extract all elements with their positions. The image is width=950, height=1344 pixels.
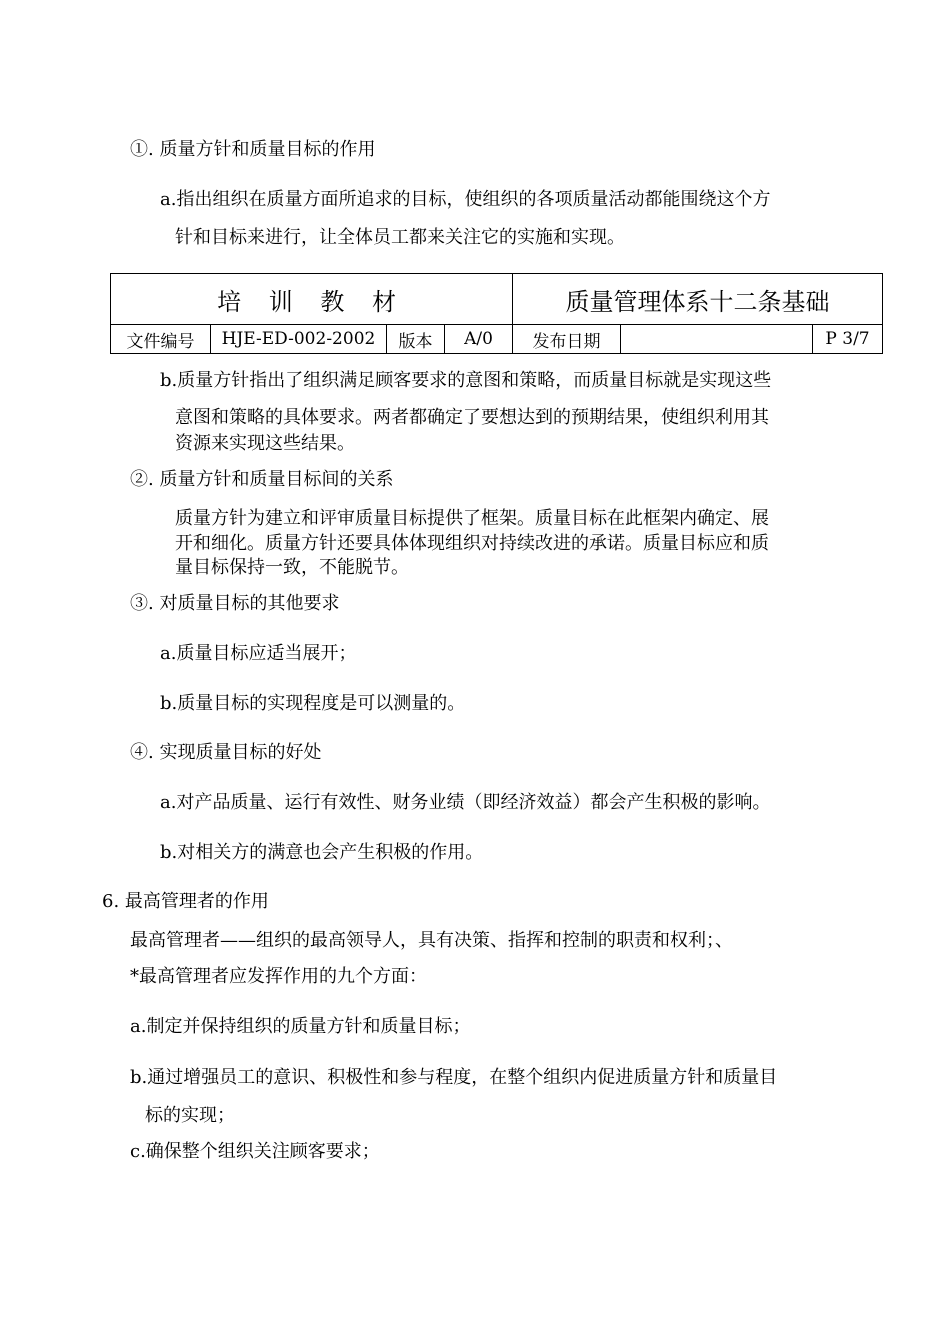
header-right-title: 质量管理体系十二条基础 (513, 274, 883, 325)
list-item: a.质量目标应适当展开； (160, 643, 357, 664)
paragraph-line: 针和目标来进行，让全体员工都来关注它的实施和实现。 (175, 227, 625, 248)
paragraph-line: *最高管理者应发挥作用的九个方面： (130, 966, 427, 987)
version-label: 版本 (387, 325, 445, 354)
paragraph-line: 开和细化。质量方针还要具体体现组织对持续改进的承诺。质量目标应和质 (175, 533, 769, 554)
list-item: a.对产品质量、运行有效性、财务业绩（即经济效益）都会产生积极的影响。 (160, 792, 771, 813)
document-header-table (110, 273, 883, 354)
version-value: A/0 (445, 325, 513, 354)
release-date-value (621, 325, 813, 354)
page-number: P 3/7 (813, 325, 883, 354)
paragraph-line: 最高管理者——组织的最高领导人，具有决策、指挥和控制的职责和权利；、 (130, 930, 733, 951)
section-heading-1: ①. 质量方针和质量目标的作用 (130, 139, 376, 160)
paragraph-line: b.质量方针指出了组织满足顾客要求的意图和策略，而质量目标就是实现这些 (160, 370, 772, 391)
section-heading-3: ③. 对质量目标的其他要求 (130, 593, 340, 614)
list-item: c.确保整个组织关注顾客要求； (130, 1141, 380, 1162)
section-heading-2: ②. 质量方针和质量目标间的关系 (130, 469, 394, 490)
section-heading-6: 6. 最高管理者的作用 (102, 891, 269, 912)
list-item: a.制定并保持组织的质量方针和质量目标； (130, 1016, 471, 1037)
list-item: b.质量目标的实现程度是可以测量的。 (160, 693, 466, 714)
list-item: b.对相关方的满意也会产生积极的作用。 (160, 842, 484, 863)
list-item: b.通过增强员工的意识、积极性和参与程度，在整个组织内促进质量方针和质量目 (130, 1067, 778, 1088)
list-item-continuation: 标的实现； (145, 1105, 235, 1126)
paragraph-line: a.指出组织在质量方面所追求的目标，使组织的各项质量活动都能围绕这个方 (160, 189, 771, 210)
paragraph-line: 资源来实现这些结果。 (175, 433, 355, 454)
release-date-label: 发布日期 (513, 325, 621, 354)
doc-number-label: 文件编号 (111, 325, 211, 354)
paragraph-line: 量目标保持一致，不能脱节。 (175, 557, 409, 578)
paragraph-line: 质量方针为建立和评审质量目标提供了框架。质量目标在此框架内确定、展 (175, 508, 769, 529)
paragraph-line: 意图和策略的具体要求。两者都确定了要想达到的预期结果，使组织利用其 (175, 407, 769, 428)
doc-number-value: HJE-ED-002-2002 (211, 325, 387, 354)
section-heading-4: ④. 实现质量目标的好处 (130, 742, 322, 763)
header-left-title: 培 训 教 材 (111, 274, 513, 325)
